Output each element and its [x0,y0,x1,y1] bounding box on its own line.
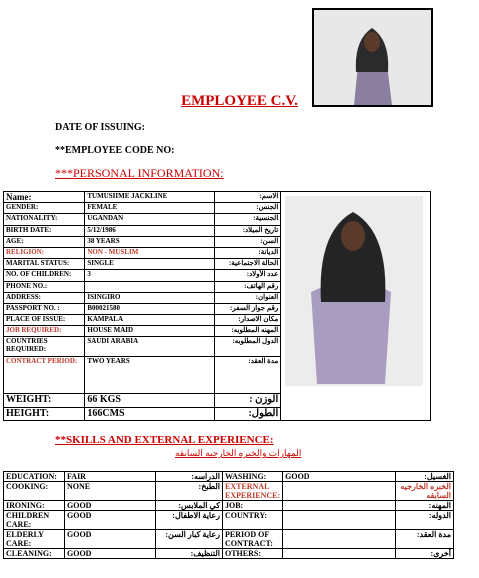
field-label: WEIGHT: [4,394,85,407]
field-value: SAUDI ARABIA [85,337,215,356]
field-value: 166CMS [85,407,215,420]
skill-value: GOOD [65,530,156,549]
table-row [4,549,454,559]
field-value [85,281,215,292]
skill-label-arabic: الدوله: [396,511,454,530]
skill-label-arabic: كي الملابس: [156,501,223,511]
field-value: HOUSE MAID [85,326,215,337]
field-label-arabic: السن: [214,236,280,247]
field-label-arabic: الحالة الاجتماعية: [214,259,280,270]
page-title: EMPLOYEE C.V. [181,93,298,109]
field-label-arabic: مدة العقد: [214,356,280,394]
field-label: PASSPORT NO. : [4,303,85,314]
skill-label: COUNTRY: [223,511,283,530]
field-label-arabic: الطول: [214,407,280,420]
field-label: MARITAL STATUS: [4,259,85,270]
skills-heading: **SKILLS AND EXTERNAL EXPERIENCE: [55,434,274,446]
employee-code-label: **EMPLOYEE CODE NO: [55,145,175,156]
field-label-arabic: الديانة: [214,247,280,258]
field-label-arabic: رقم الهاتف: [214,281,280,292]
skill-value: GOOD [65,511,156,530]
skill-label: OTHERS: [223,549,283,559]
skill-label: CLEANING: [4,549,65,559]
full-body-photo [281,192,431,421]
skill-label: COOKING: [4,482,65,501]
field-label: NATIONALITY: [4,214,85,225]
field-label: JOB REQUIRED: [4,326,85,337]
field-value: 3 [85,270,215,281]
field-label: AGE: [4,236,85,247]
skill-label-arabic: الدراسه: [156,472,223,482]
field-label-arabic: تاريخ الميلاد: [214,225,280,236]
field-label-arabic: المهنه المطلوبه: [214,326,280,337]
table-row [4,501,454,511]
table-row [4,530,454,549]
skill-label-arabic: أخرى: [396,549,454,559]
table-row [4,192,431,203]
field-label: BIRTH DATE: [4,225,85,236]
field-label: GENDER: [4,203,85,214]
field-value: TWO YEARS [85,356,215,394]
skill-value [283,482,396,501]
field-label: COUNTRIES REQUIRED: [4,337,85,356]
skill-label-arabic: رعاية كبار السن: [156,530,223,549]
skill-label: EXTERNAL EXPERIENCE: [223,482,283,501]
skill-value [283,549,396,559]
skills-heading-arabic: المهارات والخبره الخارجيه السابقه [175,448,302,458]
field-value: UGANDAN [85,214,215,225]
field-value: 38 YEARS [85,236,215,247]
skill-label-arabic: المهنه: [396,501,454,511]
table-row [4,472,454,482]
field-label-arabic: الوزن : [214,394,280,407]
field-value: NON - MUSLIM [85,247,215,258]
personal-info-heading: ***PERSONAL INFORMATION: [55,166,224,180]
table-row [4,482,454,501]
skill-label: ELDERLY CARE: [4,530,65,549]
field-value: 66 KGS [85,394,215,407]
field-label: PHONE NO.: [4,281,85,292]
field-label: Name: [4,192,85,203]
field-label-arabic: الاسم: [214,192,280,203]
field-label-arabic: مكان الاصدار: [214,315,280,326]
skill-label: PERIOD OF CONTRACT: [223,530,283,549]
field-value: B00021580 [85,303,215,314]
skill-label: CHILDREN CARE: [4,511,65,530]
field-value: FEMALE [85,203,215,214]
skill-value: GOOD [65,549,156,559]
table-row [4,511,454,530]
field-label: CONTRACT PERIOD: [4,356,85,394]
field-label: ADDRESS: [4,292,85,303]
skill-value [283,511,396,530]
field-label-arabic: عدد الأولاد: [214,270,280,281]
skill-value: FAIR [65,472,156,482]
field-value: KAMPALA [85,315,215,326]
field-value: SINGLE [85,259,215,270]
field-label-arabic: رقم جواز السفر: [214,303,280,314]
skill-label-arabic: التنظيف: [156,549,223,559]
field-label-arabic: الدول المطلوبه: [214,337,280,356]
skills-table [3,471,454,559]
skill-value [283,501,396,511]
skill-label-arabic: مدة العقد: [396,530,454,549]
skill-value: GOOD [283,472,396,482]
date-of-issuing-label: DATE OF ISSUING: [55,122,146,133]
skill-label-arabic: الغسيل: [396,472,454,482]
skill-value: NONE [65,482,156,501]
skill-value: GOOD [65,501,156,511]
skill-label: EDUCATION: [4,472,65,482]
skill-label-arabic: الطبخ: [156,482,223,501]
field-label-arabic: الجنسية: [214,214,280,225]
field-value: TUMUSIIME JACKLINE [85,192,215,203]
field-label: RELIGION: [4,247,85,258]
skill-label: JOB: [223,501,283,511]
field-value: 5/12/1986 [85,225,215,236]
field-label: NO. OF CHILDREN: [4,270,85,281]
field-label: PLACE OF ISSUE: [4,315,85,326]
skill-label-arabic: رعاية الاطفال: [156,511,223,530]
personal-info-table [3,191,431,421]
skill-label-arabic: الخبره الخارجيه السابقه [396,482,454,501]
field-label: HEIGHT: [4,407,85,420]
skill-value [283,530,396,549]
skill-label: IRONING: [4,501,65,511]
field-label-arabic: الجنس: [214,203,280,214]
field-value: ISINGIRO [85,292,215,303]
field-label-arabic: العنوان: [214,292,280,303]
skill-label: WASHING: [223,472,283,482]
